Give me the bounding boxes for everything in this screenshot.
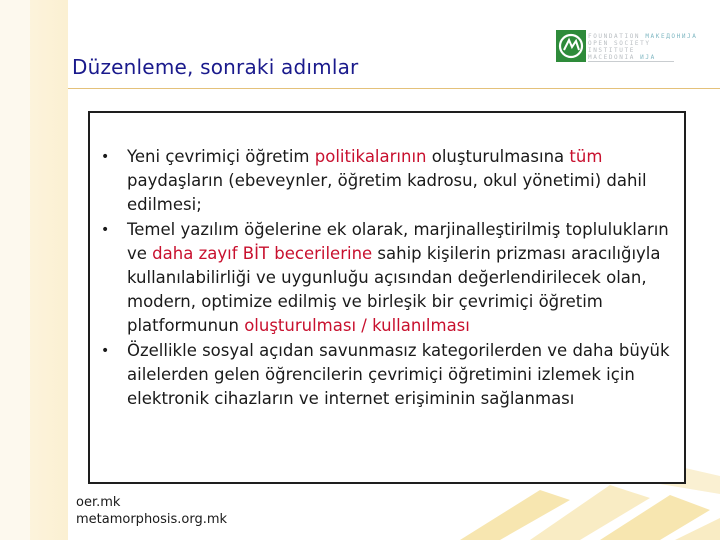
bullet-item-1: • Yeni çevrimiçi öğretim politikalarının oluşturulmasına tüm paydaşların (ebeveynler, öğretim kadrosu, okul yönetimi) dahil edilmesi; <box>98 145 688 218</box>
logo-underline <box>588 61 674 62</box>
title-divider <box>68 88 720 89</box>
left-decor-stripe <box>0 0 68 540</box>
left-decor-stripe-inner <box>0 0 30 540</box>
logo-line-2: OPEN SOCIETY <box>588 40 651 47</box>
footer-link-oer[interactable]: oer.mk <box>76 495 121 510</box>
foundation-logo-icon <box>556 30 586 62</box>
foundation-logo-text <box>588 33 698 61</box>
slide-title: Düzenleme, sonraki adımlar <box>72 55 359 79</box>
bullet-item-2: • Temel yazılım öğelerine ek olarak, marjinalleştirilmiş toplulukların ve daha zayıf BİT becerilerine sahip kişilerin prizması aracılığıyla kullanılabilirliği ve uygunluğu açısından değerlendirilecek olan, modern, optimize edilmiş ve birleşik bir çevrimiçi öğretim platformunun oluşturulması / kullanılması <box>98 218 688 339</box>
footer-link-metamorphosis[interactable]: metamorphosis.org.mk <box>76 512 228 527</box>
bullet-list <box>98 145 688 411</box>
footer-links <box>76 494 227 528</box>
logo-line-3: INSTITUTE <box>588 47 635 54</box>
logo-line-1: FOUNDATION МАКЕДОНИЈА <box>588 33 698 40</box>
logo-line-4: MACEDONIA ИЈА <box>588 54 656 61</box>
foundation-logo <box>556 30 698 66</box>
bullet-item-3: • Özellikle sosyal açıdan savunmasız kategorilerden ve daha büyük ailelerden gelen öğrencilerin çevrimiçi öğretimini izlemek için elektronik cihazların ve internet erişiminin sağlanması <box>98 339 688 412</box>
